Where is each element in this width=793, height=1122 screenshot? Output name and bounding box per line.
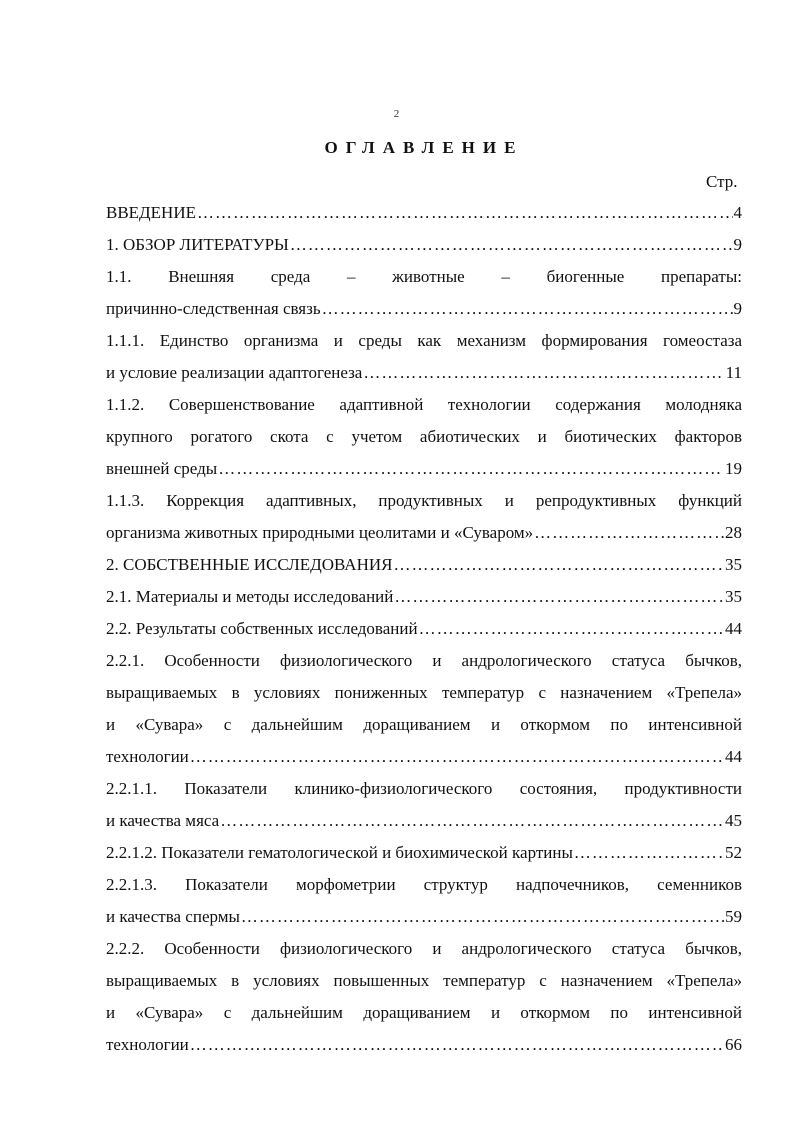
toc-entry-title: и качества мяса: [106, 811, 220, 830]
dot-leader: [220, 810, 724, 832]
toc-entry-title: и качества спермы: [106, 907, 240, 926]
toc-entry[interactable]: [106, 554, 742, 576]
toc-entry-line: 1.1. Внешняя среда – животные – биогенные препараты:: [106, 267, 742, 286]
toc-entry-title: 2.2. Результаты собственных исследований: [106, 619, 418, 638]
toc-entry-title: внешней среды: [106, 459, 218, 478]
dot-leader: [393, 554, 724, 576]
toc-entry[interactable]: [106, 810, 742, 832]
toc-page-number: 9: [733, 299, 742, 318]
dot-leader: [394, 586, 724, 608]
toc-entry-title: 2. СОБСТВЕННЫЕ ИССЛЕДОВАНИЯ: [106, 555, 393, 574]
toc-entry-line: крупного рогатого скота с учетом абиотических и биотических факторов: [106, 427, 742, 446]
toc-entry-title: и условие реализации адаптогенеза: [106, 363, 363, 382]
dot-leader: [574, 842, 724, 864]
toc-entry[interactable]: [106, 1034, 742, 1056]
toc-entry-line: выращиваемых в условиях пониженных температур с назначением «Трепела»: [106, 683, 742, 702]
toc-entry-line: и «Сувара» с дальнейшим доращиванием и откормом по интенсивной: [106, 1003, 742, 1022]
toc-entry-title: технологии: [106, 1035, 189, 1054]
toc-entry-line: 1.1.2. Совершенствование адаптивной технологии содержания молодняка: [106, 395, 742, 414]
toc-entry-line: 1.1.3. Коррекция адаптивных, продуктивных и репродуктивных функций: [106, 491, 742, 510]
dot-leader: [290, 234, 733, 256]
toc-entry[interactable]: [106, 234, 742, 256]
toc-page-number: 11: [725, 363, 742, 382]
toc-entry[interactable]: [106, 458, 742, 480]
dot-leader: [419, 618, 724, 640]
toc-entry-line: 2.2.1.3. Показатели морфометрии структур надпочечников, семенников: [106, 875, 742, 894]
toc-page-number: 28: [725, 523, 742, 542]
toc-entry[interactable]: [106, 746, 742, 768]
toc-entry-line: 2.2.2. Особенности физиологического и андрологического статуса бычков,: [106, 939, 742, 958]
toc-entry-line: 1.1.1. Единство организма и среды как механизм формирования гомеостаза: [106, 331, 742, 350]
toc-entry-title: ВВЕДЕНИЕ: [106, 203, 196, 222]
toc-entry[interactable]: [106, 522, 742, 544]
toc-entry[interactable]: [106, 618, 742, 640]
toc-page-number: 45: [725, 811, 742, 830]
page-column-label: Стр.: [706, 172, 738, 191]
toc-entry[interactable]: [106, 906, 742, 928]
toc-entry-title: технологии: [106, 747, 189, 766]
dot-leader: [190, 746, 724, 768]
toc-entry-title: организма животных природными цеолитами и «Суваром»: [106, 523, 534, 542]
toc-entry-line: выращиваемых в условиях повышенных температур с назначением «Трепела»: [106, 971, 742, 990]
dot-leader: [241, 906, 724, 928]
toc-entry[interactable]: [106, 842, 742, 864]
toc-page-number: 44: [725, 619, 742, 638]
toc-entry-line: 2.2.1. Особенности физиологического и андрологического статуса бычков,: [106, 651, 742, 670]
toc-page-number: 66: [725, 1035, 742, 1054]
dot-leader: [197, 202, 733, 224]
toc-entry-line: 2.2.1.1. Показатели клинико-физиологического состояния, продуктивности: [106, 779, 742, 798]
dot-leader: [190, 1034, 724, 1056]
toc-page-number: 44: [725, 747, 742, 766]
toc-page-number: 59: [725, 907, 742, 926]
toc-title: ОГЛАВЛЕНИЕ: [324, 138, 524, 157]
page-number: 2: [393, 108, 400, 120]
toc-entry-title: 2.2.1.2. Показатели гематологической и биохимической картины: [106, 843, 573, 862]
toc-entry-title: причинно-следственная связь: [106, 299, 321, 318]
toc-entry[interactable]: [106, 586, 742, 608]
toc-page-number: 19: [725, 459, 742, 478]
toc-page-number: 9: [733, 235, 742, 254]
dot-leader: [363, 362, 724, 384]
dot-leader: [218, 458, 724, 480]
toc-entry-line: и «Сувара» с дальнейшим доращиванием и откормом по интенсивной: [106, 715, 742, 734]
toc-entry[interactable]: [106, 298, 742, 320]
dot-leader: [322, 298, 733, 320]
toc-page-number: 35: [725, 555, 742, 574]
dot-leader: [534, 522, 724, 544]
toc-page-number: 52: [725, 843, 742, 862]
toc-entry[interactable]: [106, 202, 742, 224]
toc-entry-title: 2.1. Материалы и методы исследований: [106, 587, 394, 606]
toc-page-number: 35: [725, 587, 742, 606]
toc-entry-title: 1. ОБЗОР ЛИТЕРАТУРЫ: [106, 235, 289, 254]
toc-page-number: 4: [733, 203, 742, 222]
toc-entry[interactable]: [106, 362, 742, 384]
